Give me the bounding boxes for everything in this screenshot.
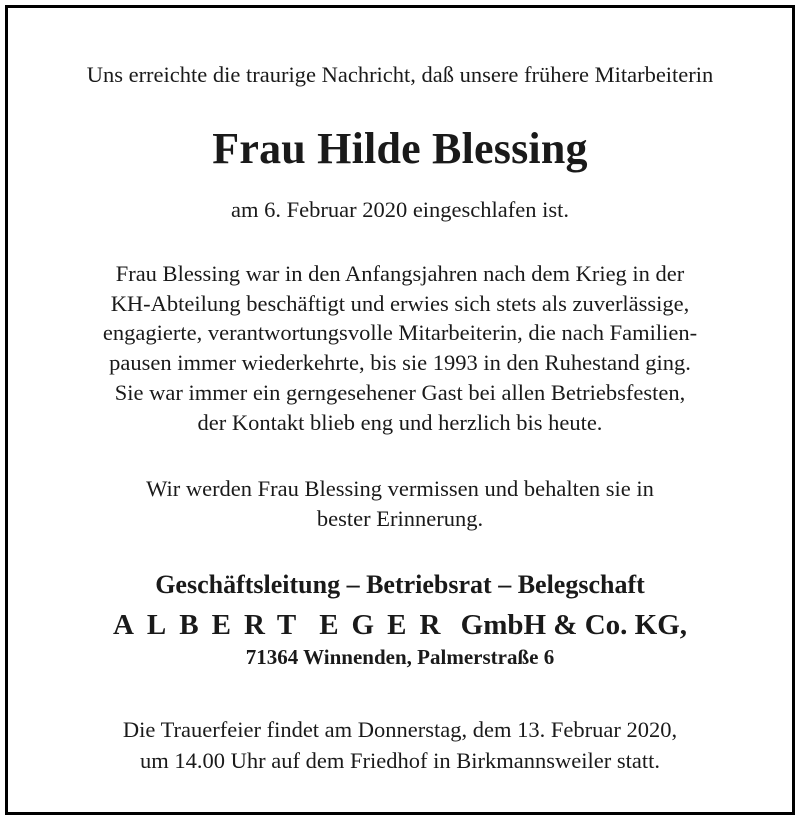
intro-text: Uns erreichte die traurige Nachricht, daß unsere frühere Mitarbeiterin: [86, 62, 714, 87]
tribute-line: engagierte, verantwortungsvolle Mitarbeiterin, die nach Familien-: [102, 320, 698, 346]
company-name-word2: EGER: [319, 609, 454, 641]
funeral-line: um 14.00 Uhr auf dem Friedhof in Birkmannsweiler statt.: [140, 748, 660, 773]
funeral-line: Die Trauerfeier findet am Donnerstag, dem 13. Februar 2020,: [122, 717, 678, 742]
funeral-info: [8, 714, 792, 776]
closing-line: Wir werden Frau Blessing vermissen und behalten sie in: [146, 476, 654, 501]
tribute-line: KH-Abteilung beschäftigt und erwies sich stets als zuverlässige,: [110, 290, 690, 316]
company-name: [8, 611, 792, 640]
obituary-notice: [5, 5, 795, 815]
company-suffix: GmbH & Co. KG,: [460, 609, 688, 641]
deceased-name: Frau Hilde Blessing: [212, 124, 588, 173]
tribute-line: pausen immer wiederkehrte, bis sie 1993 in den Ruhestand ging.: [109, 350, 691, 376]
tribute-paragraph: [8, 259, 792, 437]
signature-departments: Geschäftsleitung – Betriebsrat – Belegschaft: [155, 570, 645, 599]
tribute-line: Sie war immer ein gerngesehener Gast bei allen Betriebsfesten,: [114, 379, 686, 405]
closing-paragraph: [8, 474, 792, 534]
company-address: 71364 Winnenden, Palmerstraße 6: [245, 645, 555, 669]
tribute-line: der Kontakt blieb eng und herzlich bis heute.: [197, 409, 603, 435]
tribute-line: Frau Blessing war in den Anfangsjahren nach dem Krieg in der: [115, 261, 685, 286]
closing-line: bester Erinnerung.: [316, 506, 484, 531]
date-of-death-text: am 6. Februar 2020 eingeschlafen ist.: [230, 197, 570, 222]
company-name-word1: ALBERT: [112, 609, 310, 641]
